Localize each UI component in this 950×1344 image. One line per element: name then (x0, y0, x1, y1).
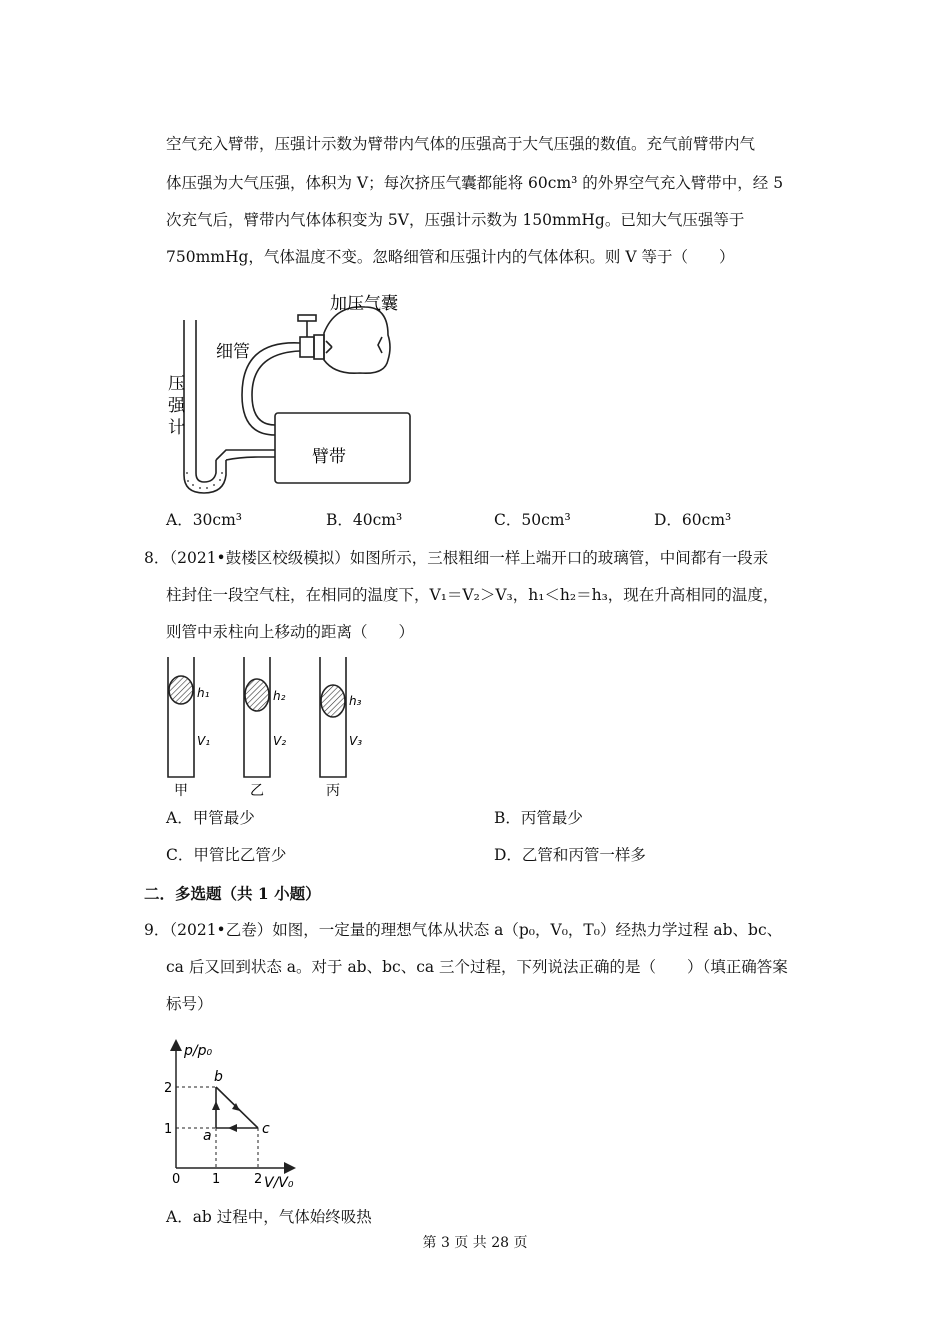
x-tick-1: 1 (212, 1172, 221, 1187)
x-tick-2: 2 (254, 1172, 263, 1187)
q9-option-a[interactable]: A．ab 过程中，气体始终吸热 (166, 1208, 372, 1226)
tube3-name: 丙 (326, 783, 340, 799)
tube1-v-label: V₁ (197, 734, 211, 748)
q8-option-d[interactable]: D．乙管和丙管一样多 (494, 846, 646, 864)
page-footer: 第 3 页 共 28 页 (422, 1235, 528, 1251)
q7-line-4: 750mmHg，气体温度不变。忽略细管和压强计内的气体体积。则 V 等于（ ） (166, 248, 735, 266)
sphygmomanometer-figure (160, 285, 420, 495)
origin-label: 0 (172, 1172, 181, 1187)
q8-option-a[interactable]: A．甲管最少 (166, 809, 255, 827)
point-b-label: b (214, 1069, 223, 1085)
tube2-v-label: V₂ (273, 734, 287, 748)
y-tick-1: 1 (164, 1122, 173, 1137)
q7-option-a[interactable]: A．30cm³ (166, 511, 243, 529)
q7-line-1: 空气充入臂带，压强计示数为臂带内气体的压强高于大气压强的数值。充气前臂带内气 (166, 135, 756, 153)
q8-option-b[interactable]: B．丙管最少 (494, 809, 583, 827)
tube3-v-label: V₃ (349, 734, 363, 748)
q7-option-b[interactable]: B．40cm³ (326, 511, 403, 529)
x-axis-label: V/V₀ (264, 1175, 294, 1191)
tube3-h-label: h₃ (349, 694, 362, 708)
label-gauge-3: 计 (168, 418, 185, 438)
q7-line-3: 次充气后，臂带内气体体积变为 5V，压强计示数为 150mmHg。已知大气压强等于 (166, 211, 745, 229)
pv-diagram (160, 1035, 310, 1195)
section-heading-multiple-choice: 二．多选题（共 1 小题） (144, 884, 321, 903)
q8-line-3: 则管中汞柱向上移动的距离（ ） (166, 623, 415, 641)
q9-line-3: 标号） (166, 995, 213, 1013)
q8-line-1: 8．（2021•鼓楼区校级模拟）如图所示，三根粗细一样上端开口的玻璃管，中间都有一段汞 (144, 549, 769, 567)
label-gauge-1: 压 (168, 374, 185, 394)
q8-option-c[interactable]: C．甲管比乙管少 (166, 846, 287, 864)
q8-line-2: 柱封住一段空气柱，在相同的温度下，V₁＝V₂＞V₃，h₁＜h₂＝h₃，现在升高相同的温度， (166, 586, 779, 604)
y-tick-2: 2 (164, 1081, 173, 1096)
label-bulb: 加压气囊 (330, 294, 398, 314)
tube1-name: 甲 (174, 783, 188, 799)
tube2-name: 乙 (250, 783, 264, 799)
q7-option-d[interactable]: D．60cm³ (654, 511, 732, 529)
q9-line-1: 9．（2021•乙卷）如图，一定量的理想气体从状态 a（p₀，V₀，T₀）经热力学过程 ab、bc、 (144, 921, 783, 939)
y-axis-label: p/p₀ (184, 1043, 213, 1059)
point-c-label: c (262, 1121, 270, 1137)
q7-option-c[interactable]: C．50cm³ (494, 511, 571, 529)
label-tube: 细管 (216, 342, 250, 362)
q7-line-2: 体压强为大气压强，体积为 V；每次挤压气囊都能将 60cm³ 的外界空气充入臂带中，经 5 (166, 174, 784, 192)
tube1-h-label: h₁ (197, 686, 210, 700)
label-gauge-2: 强 (168, 396, 185, 416)
glass-tubes-figure (160, 655, 380, 800)
tube2-h-label: h₂ (273, 689, 286, 703)
q9-line-2: ca 后又回到状态 a。对于 ab、bc、ca 三个过程，下列说法正确的是（ ）（填正确答案 (166, 958, 788, 976)
label-cuff: 臂带 (312, 447, 346, 467)
point-a-label: a (203, 1128, 212, 1144)
